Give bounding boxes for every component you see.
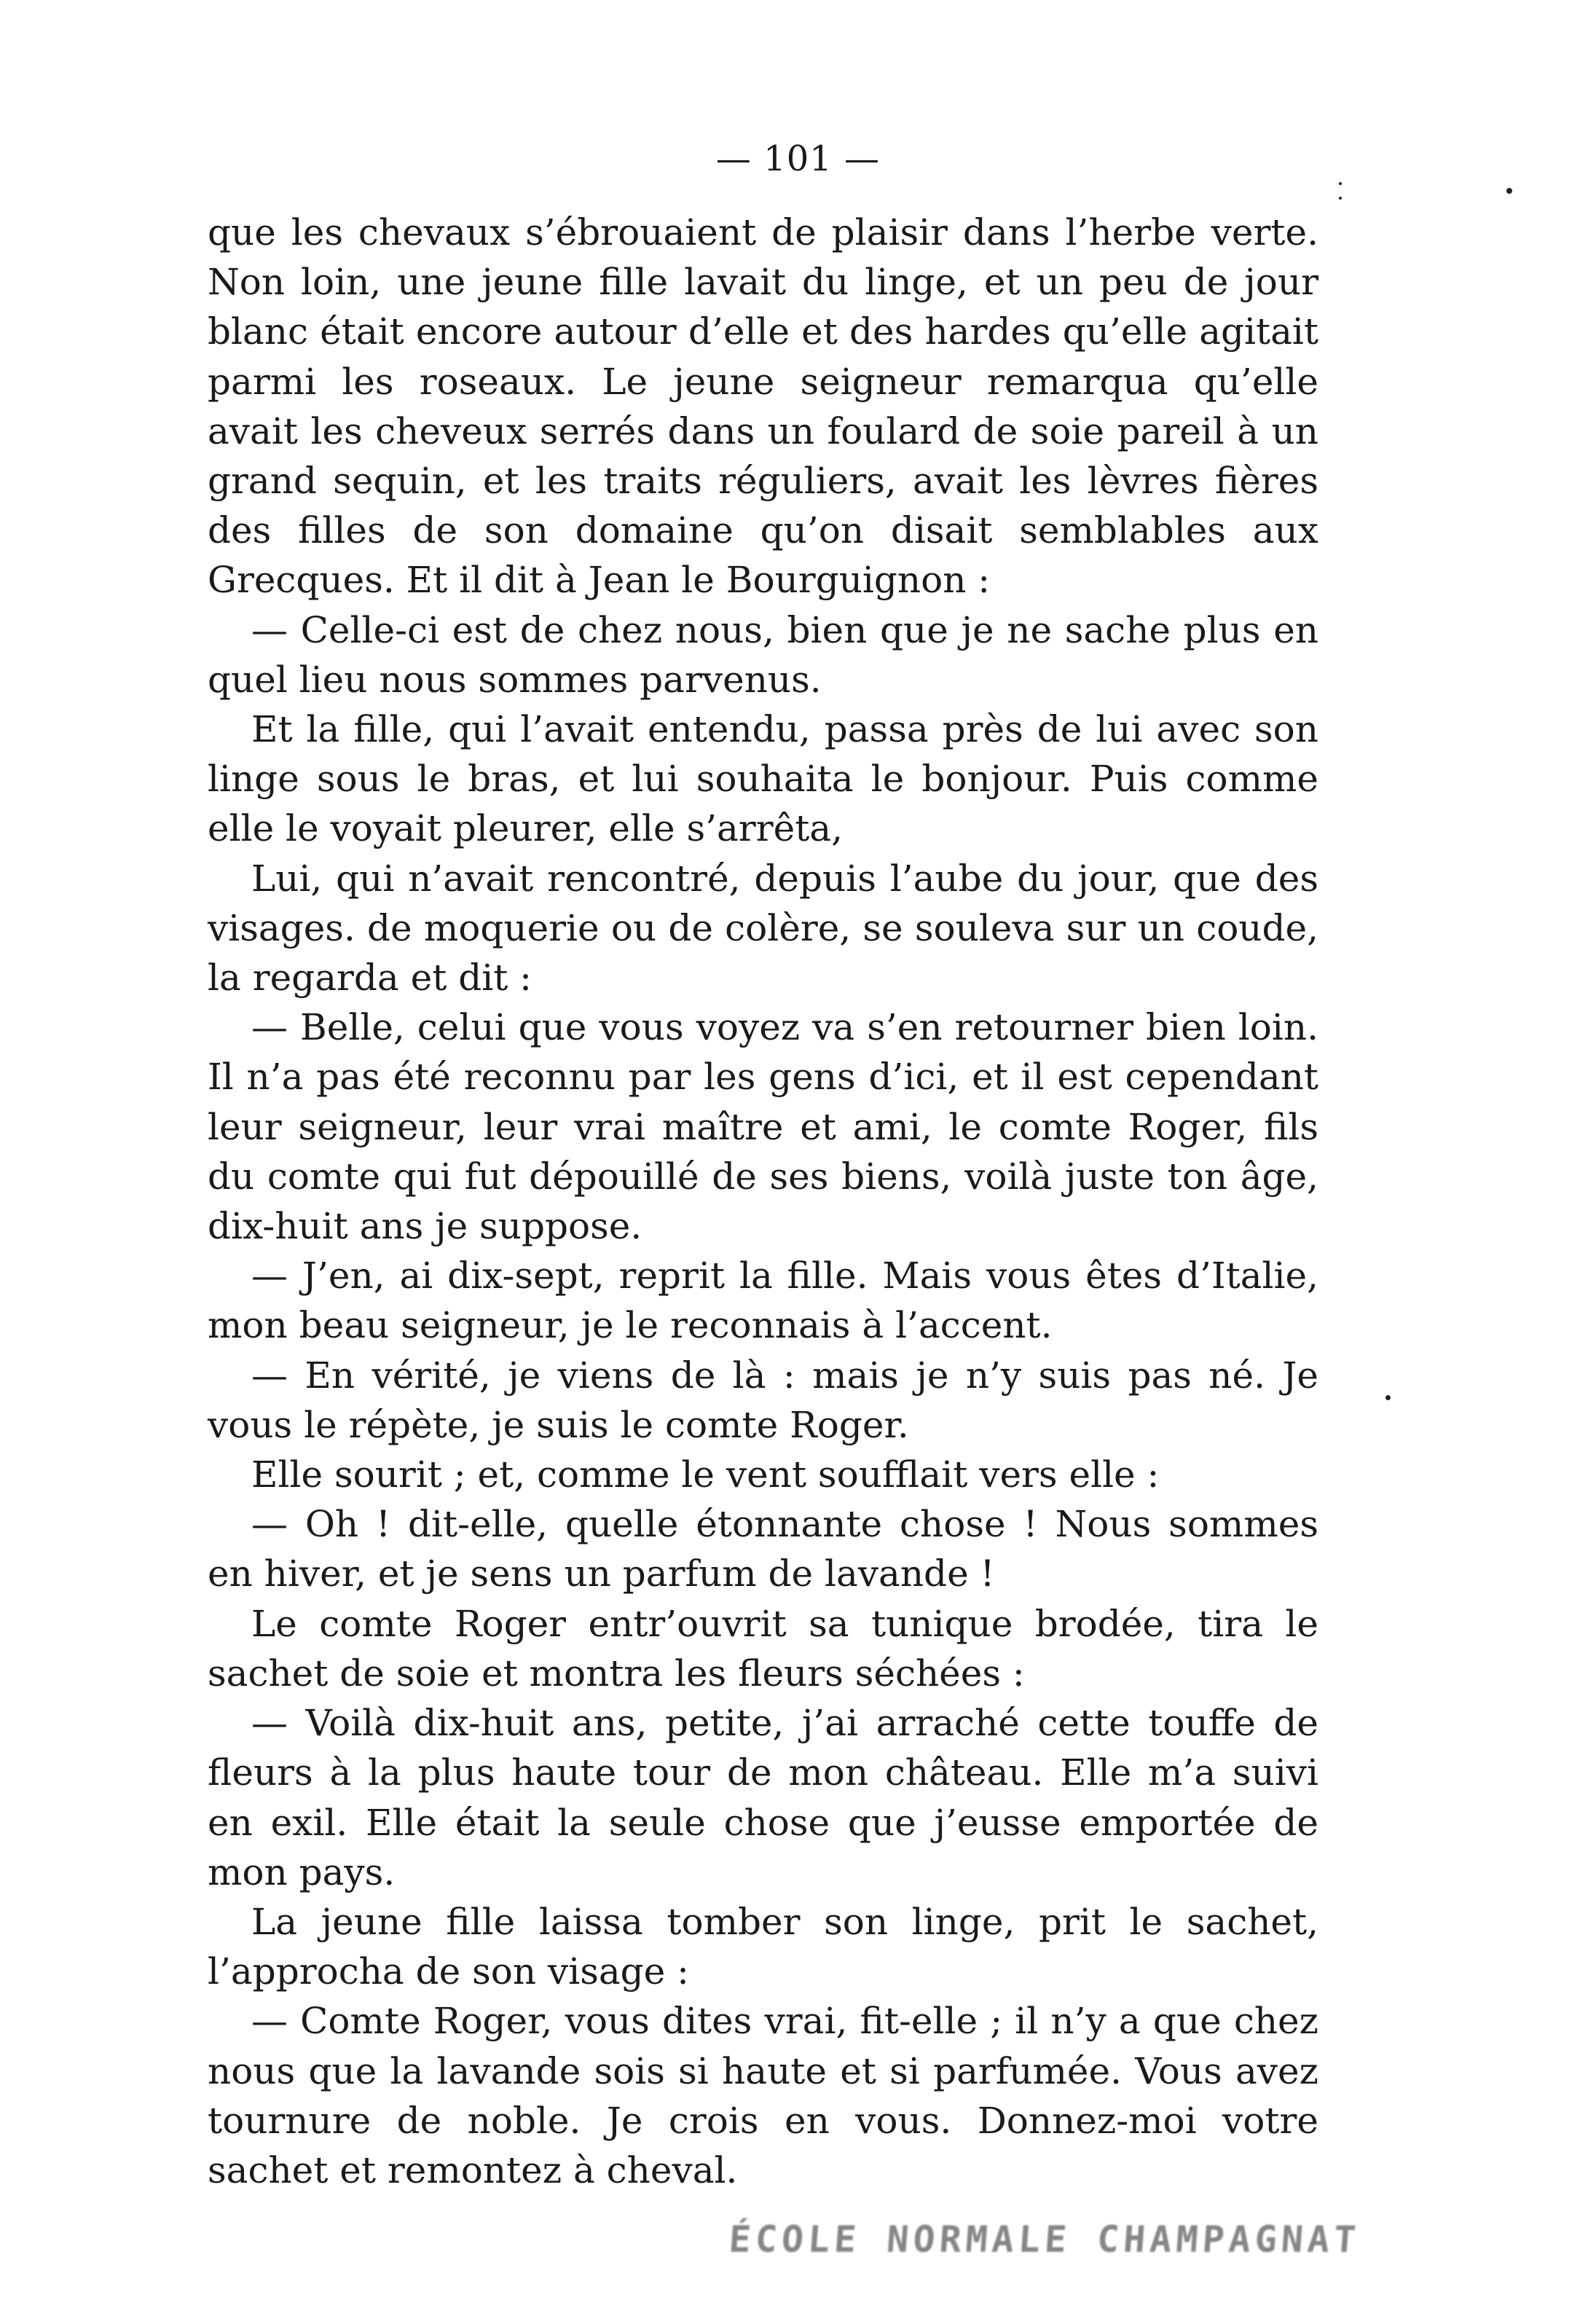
paragraph: — Celle-ci est de chez nous, bien que je ne sache plus en quel lieu nous sommes parvenus. <box>208 608 1318 701</box>
paragraph: — En vérité, je viens de là : mais je n’y suis pas né. Je vous le répète, je suis le comte Roger. <box>208 1354 1318 1446</box>
ink-speck <box>1506 188 1512 194</box>
paragraph: — Belle, celui que vous voyez va s’en retourner bien loin. Il n’a pas été reconnu par les gens d’ici, et il est cependant leur seigneur, leur vrai maître et ami, le comte Roger, fils du comte qui fut dépouillé de ses biens, voilà juste ton âge, dix-huit ans je suppose. <box>208 1006 1318 1248</box>
ink-speck <box>1339 197 1342 200</box>
ink-speck <box>1339 182 1342 185</box>
paragraph: — J’en, ai dix-sept, reprit la fille. Mais vous êtes d’Italie, mon beau seigneur, je le reconnais à l’accent. <box>208 1255 1318 1347</box>
body-text <box>208 208 1318 2195</box>
library-stamp: ÉCOLE NORMALE CHAMPAGNAT <box>727 2218 1362 2261</box>
ink-speck <box>1385 1395 1391 1400</box>
paragraph: — Oh ! dit-elle, quelle étonnante chose ! Nous sommes en hiver, et je sens un parfum de lavande ! <box>208 1503 1318 1595</box>
paragraph: Et la fille, qui l’avait entendu, passa près de lui avec son linge sous le bras, et lui souhaita le bonjour. Puis comme elle le voyait pleurer, elle s’arrêta, <box>208 708 1318 850</box>
paragraph: La jeune fille laissa tomber son linge, prit le sachet, l’approcha de son visage : <box>208 1900 1318 1993</box>
paragraph: — Voilà dix-huit ans, petite, j’ai arraché cette touffe de fleurs à la plus haute tour de mon château. Elle m’a suivi en exil. Elle était la seule chose que j’eusse emportée de mon pays. <box>208 1702 1318 1893</box>
paragraph: Elle sourit ; et, comme le vent soufflait vers elle : <box>251 1453 1160 1496</box>
paragraph: — Comte Roger, vous dites vrai, fit-elle ; il n’y a que chez nous que la lavande sois si haute et si parfumée. Vous avez tournure de noble. Je crois en vous. Donnez-moi votre sachet et remontez à cheval. <box>208 2000 1318 2191</box>
paragraph: Lui, qui n’avait rencontré, depuis l’aube du jour, que des visages. de moquerie ou de colère, se souleva sur un coude, la regarda et dit : <box>208 857 1318 1000</box>
paragraph: que les chevaux s’ébrouaient de plaisir dans l’herbe verte. Non loin, une jeune fille lavait du linge, et un peu de jour blanc était encore autour d’elle et des hardes qu’elle agitait parmi les roseaux. Le jeune seigneur remarqua qu’elle avait les cheveux serrés dans un foulard de soie pareil à un grand sequin, et les traits réguliers, avait les lèvres fières des filles de son domaine qu’on disait semblables aux Grecques. Et il dit à Jean le Bourguignon : <box>208 211 1318 602</box>
page-number: — 101 — <box>715 138 881 179</box>
paragraph: Le comte Roger entr’ouvrit sa tunique brodée, tira le sachet de soie et montra les fleurs séchées : <box>208 1602 1318 1695</box>
